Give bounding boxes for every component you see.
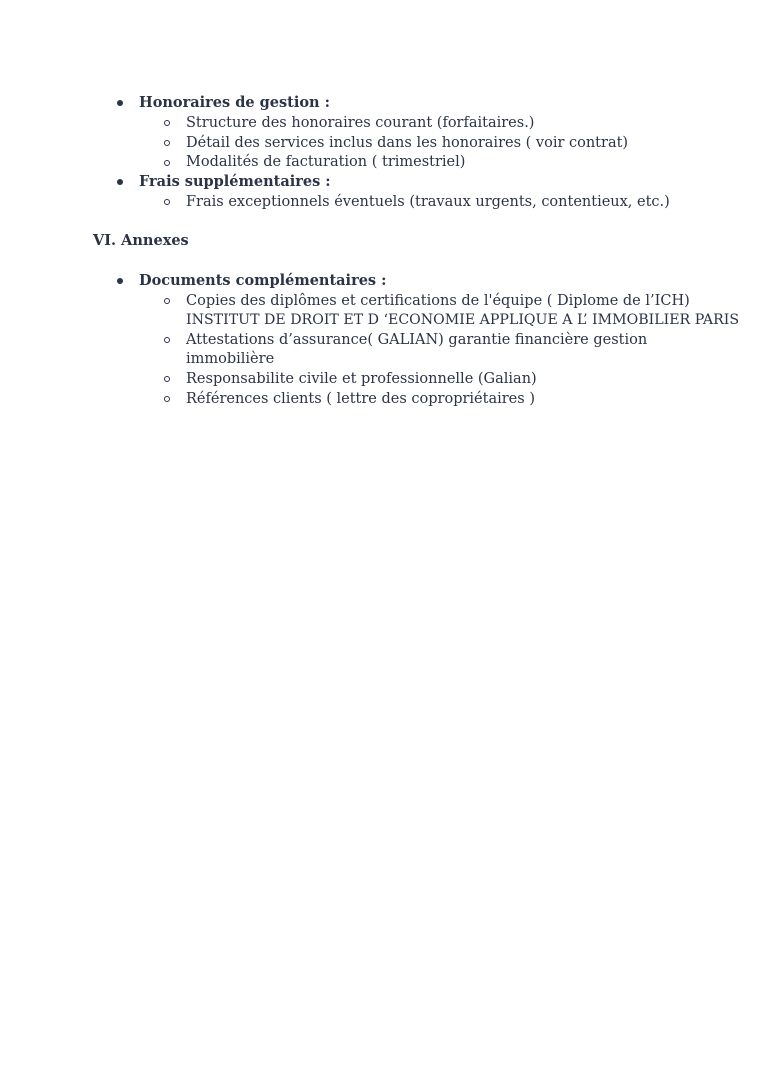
bullet-circle-icon: [164, 160, 170, 166]
list-item: Frais exceptionnels éventuels (travaux urgents, contentieux, etc.): [186, 194, 670, 210]
bullet-circle-icon: [164, 396, 170, 402]
list-item: Détail des services inclus dans les honoraires ( voir contrat): [186, 135, 629, 151]
list-item: Copies des diplômes et certifications de l'équipe ( Diplome de l’ICH): [186, 293, 690, 309]
list-item-continuation: immobilière: [186, 351, 275, 367]
list-item: Modalités de facturation ( trimestriel): [186, 154, 466, 170]
list-item: Structure des honoraires courant (forfaitaires.): [186, 115, 535, 131]
extra-fees-label: Frais supplémentaires :: [139, 173, 331, 190]
bullet-circle-icon: [164, 337, 170, 343]
bullet-circle-icon: [164, 140, 170, 146]
documents-label: Documents complémentaires :: [139, 272, 387, 289]
list-item-continuation: INSTITUT DE DROIT ET D ‘ECONOMIE APPLIQUE A L’ IMMOBILIER PARIS: [186, 312, 740, 328]
bullet-circle-icon: [164, 376, 170, 382]
list-item: Références clients ( lettre des copropriétaires ): [186, 391, 535, 407]
bullet-circle-icon: [164, 120, 170, 126]
bullet-disc-icon: [117, 100, 123, 106]
bullet-disc-icon: [117, 278, 123, 284]
annexes-heading: VI. Annexes: [93, 232, 189, 249]
management-fees-label: Honoraires de gestion :: [139, 94, 330, 111]
bullet-circle-icon: [164, 298, 170, 304]
list-item: Responsabilite civile et professionnelle (Galian): [186, 371, 537, 387]
list-item: Attestations d’assurance( GALIAN) garantie financière gestion: [186, 332, 648, 348]
bullet-circle-icon: [164, 199, 170, 205]
bullet-disc-icon: [117, 179, 123, 185]
